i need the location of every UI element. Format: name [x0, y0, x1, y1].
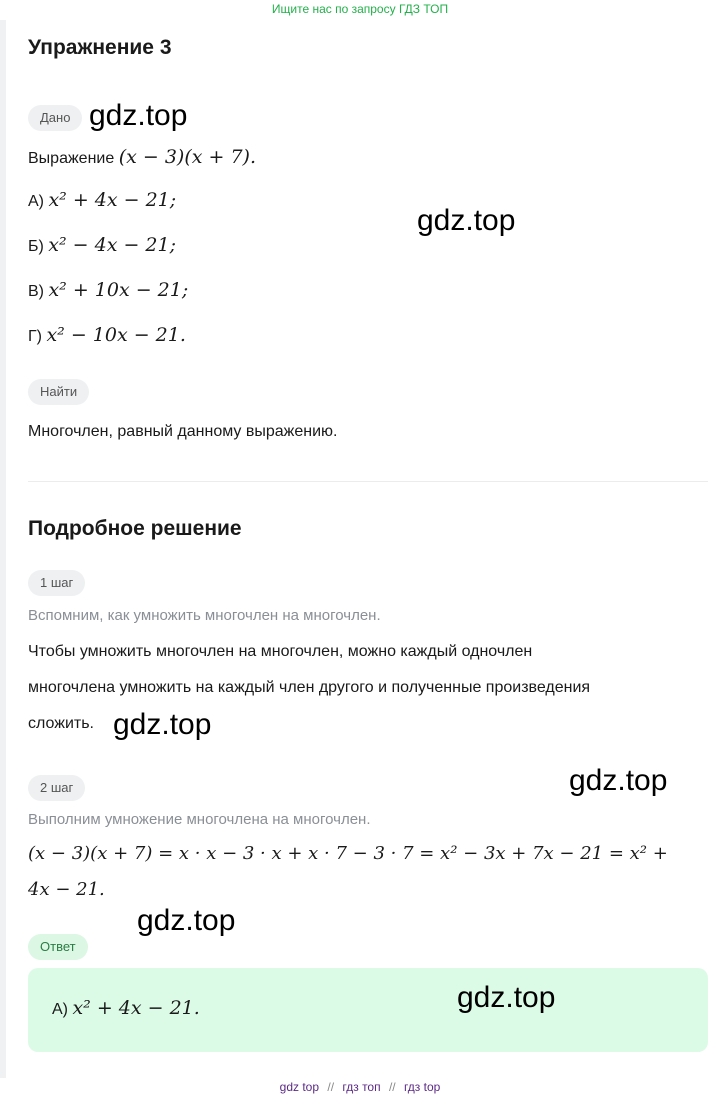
option-label: Г): [28, 328, 42, 345]
footer-links: [0, 1080, 720, 1094]
solution-title: Подробное решение: [28, 517, 242, 540]
watermark: gdz.top: [113, 708, 212, 741]
divider: [28, 481, 708, 482]
option-a: [28, 189, 176, 211]
step1-text-line1: Чтобы умножить многочлен на многочлен, можно каждый одночлен: [28, 643, 533, 660]
step1-chip: 1 шаг: [28, 570, 85, 596]
watermark: gdz.top: [137, 904, 236, 937]
step2-hint: Выполним умножение многочлена на многочлен.: [28, 811, 371, 828]
watermark: gdz.top: [89, 99, 188, 132]
option-b: [28, 234, 176, 256]
option-g: [28, 324, 186, 346]
given-expression-math: (x − 3)(x + 7).: [118, 146, 256, 168]
watermark: gdz.top: [569, 764, 668, 797]
footer-separator: //: [327, 1080, 335, 1094]
footer-link[interactable]: гдз топ: [342, 1080, 381, 1094]
step1-hint: Вспомним, как умножить многочлен на многочлен.: [28, 607, 381, 624]
option-math: x² + 4x − 21;: [48, 189, 177, 211]
option-math: x² − 4x − 21;: [48, 234, 176, 256]
answer-math: x² + 4x − 21.: [72, 997, 200, 1019]
footer-separator: //: [388, 1080, 396, 1094]
step2-equation-line2: 4x − 21.: [28, 879, 105, 900]
answer-chip: Ответ: [28, 934, 88, 960]
step1-text-line2: многочлена умножить на каждый член другого и полученные произведения: [28, 679, 591, 696]
option-label: В): [28, 283, 44, 300]
step2-chip: 2 шаг: [28, 775, 85, 801]
option-math: x² + 10x − 21;: [48, 279, 189, 301]
option-label: А): [28, 193, 44, 210]
find-text: Многочлен, равный данному выражению.: [28, 423, 338, 440]
given-expression: [28, 146, 256, 168]
exercise-card: [0, 20, 718, 1078]
watermark: gdz.top: [417, 204, 516, 237]
find-chip: Найти: [28, 379, 89, 405]
footer-link[interactable]: gdz top: [279, 1080, 320, 1094]
option-math: x² − 10x − 21.: [46, 324, 186, 346]
answer-text: [52, 997, 200, 1019]
option-v: [28, 279, 188, 301]
given-expression-prefix: Выражение: [28, 150, 115, 167]
option-label: Б): [28, 238, 44, 255]
answer-label: А): [52, 1001, 68, 1018]
step2-equation-line1: (x − 3)(x + 7) = x · x − 3 · x + x · 7 − 3 · 7 = x² − 3x + 7x − 21 = x² +: [28, 843, 668, 864]
step1-text-line3: сложить.: [28, 715, 94, 732]
given-chip: Дано: [28, 105, 82, 131]
page-title: Упражнение 3: [28, 36, 172, 59]
watermark: gdz.top: [457, 981, 556, 1014]
footer-link[interactable]: гдз top: [403, 1080, 441, 1094]
top-banner[interactable]: Ищите нас по запросу ГДЗ ТОП: [271, 2, 449, 16]
